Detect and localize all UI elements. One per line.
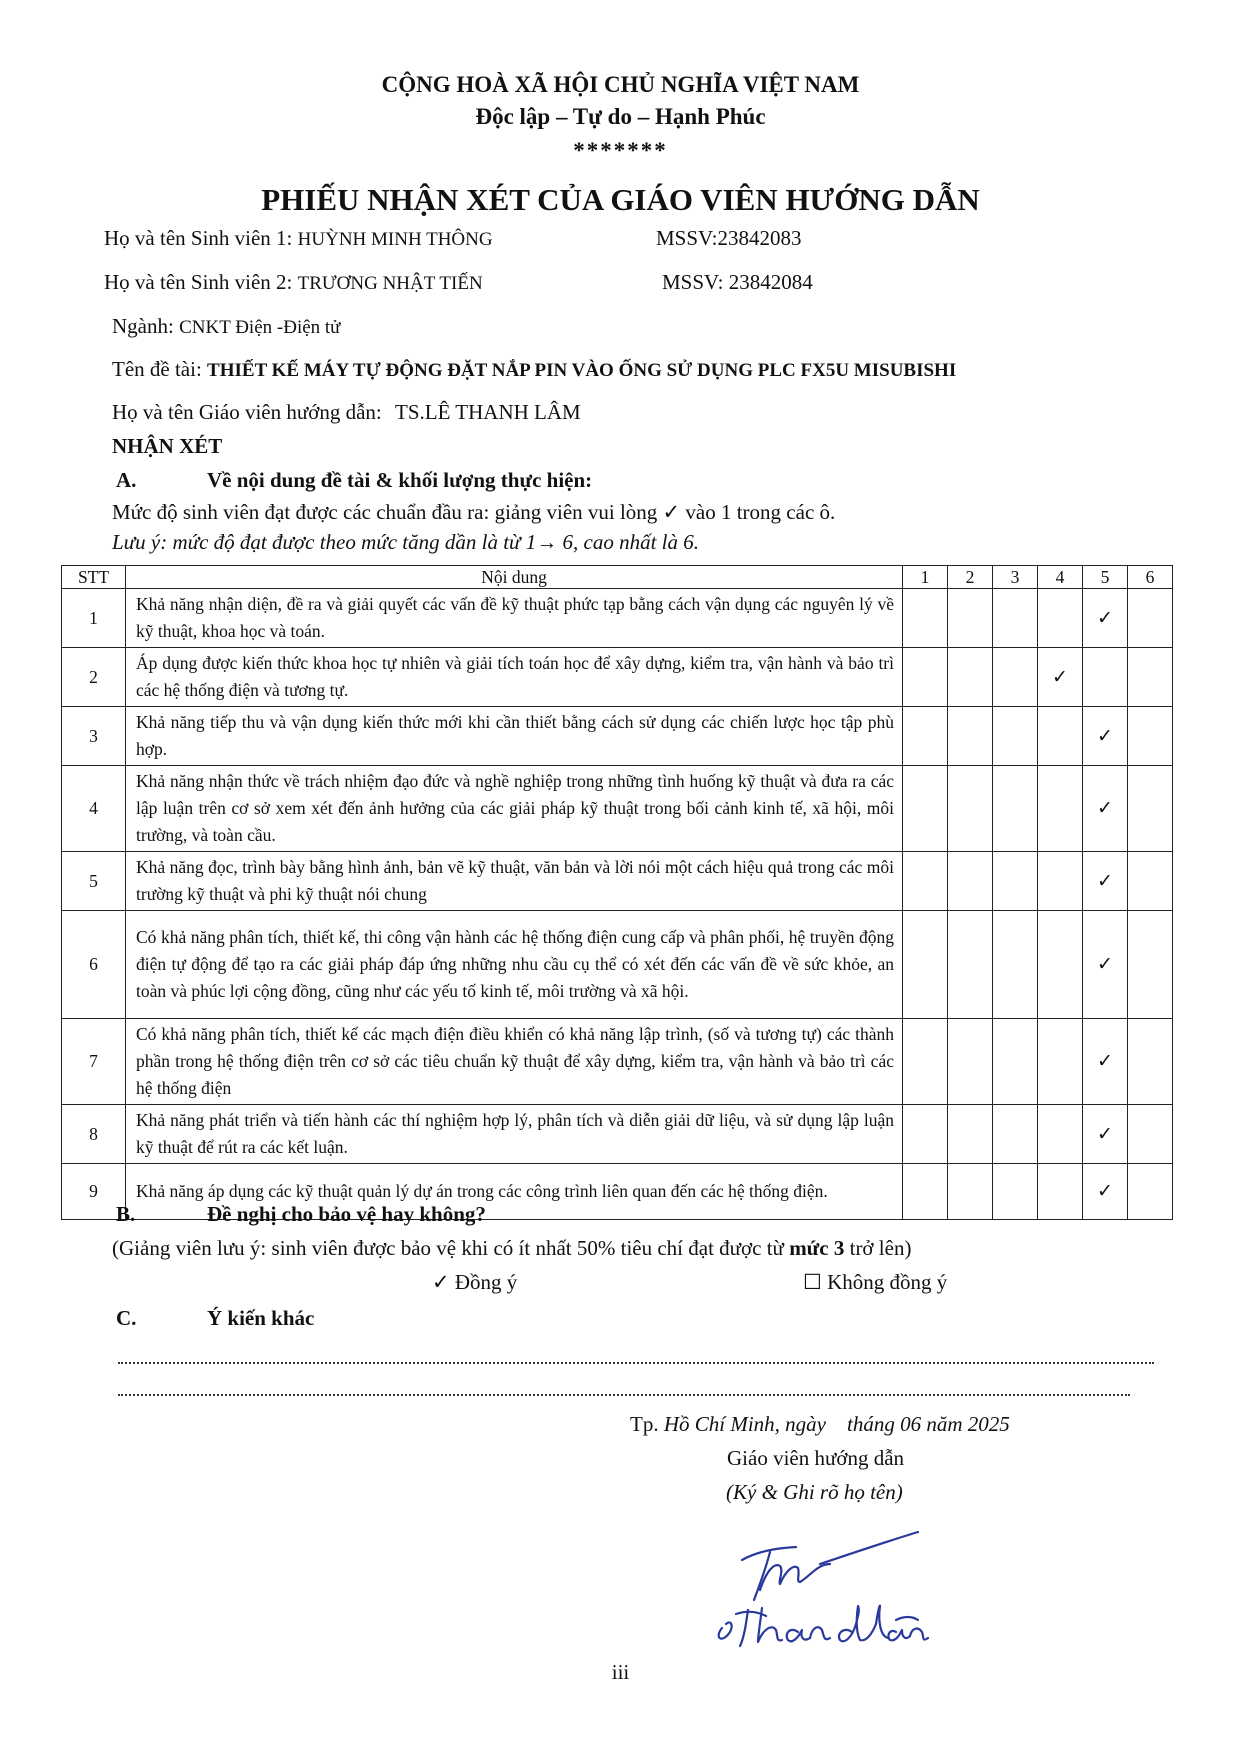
- topic-line: [112, 357, 956, 382]
- row-stt: 6: [62, 911, 126, 1019]
- level-4-cell[interactable]: [1038, 707, 1083, 766]
- level-5-cell[interactable]: [1083, 1105, 1128, 1164]
- level-4-cell[interactable]: [1038, 1164, 1083, 1220]
- level-3-cell[interactable]: [993, 707, 1038, 766]
- table-row: [62, 911, 1173, 1019]
- row-stt: 5: [62, 852, 126, 911]
- check-icon: ✓: [1052, 666, 1068, 688]
- table-row: [62, 648, 1173, 707]
- section-c-title: Ý kiến khác: [207, 1306, 315, 1330]
- level-2-cell[interactable]: [948, 1019, 993, 1105]
- comment-line-1[interactable]: [118, 1362, 1154, 1364]
- section-b-note-bold: mức 3: [789, 1236, 845, 1260]
- level-5-cell[interactable]: [1083, 648, 1128, 707]
- header-level-6: 6: [1128, 566, 1173, 589]
- row-content: Khả năng đọc, trình bày bằng hình ảnh, bản vẽ kỹ thuật, văn bản và lời nói một cách hiệu quả trong các môi trường kỹ thuật và phi kỹ thuật nói chung: [126, 852, 903, 911]
- level-1-cell[interactable]: [903, 1105, 948, 1164]
- check-icon: ✓: [432, 1270, 450, 1294]
- student-1-mssv: MSSV:23842083: [656, 226, 802, 250]
- row-stt: 2: [62, 648, 126, 707]
- level-5-cell[interactable]: [1083, 911, 1128, 1019]
- row-content: Khả năng nhận diện, đề ra và giải quyết các vấn đề kỹ thuật phức tạp bằng cách vận dụng các nguyên lý về kỹ thuật, khoa học và toán.: [126, 589, 903, 648]
- level-4-cell[interactable]: [1038, 589, 1083, 648]
- level-2-cell[interactable]: [948, 648, 993, 707]
- level-1-cell[interactable]: [903, 911, 948, 1019]
- section-b-note: [112, 1236, 911, 1261]
- disagree-label: Không đồng ý: [827, 1270, 948, 1294]
- level-6-cell[interactable]: [1128, 648, 1173, 707]
- level-6-cell[interactable]: [1128, 1164, 1173, 1220]
- date-text: Hồ Chí Minh, ngày tháng 06 năm 2025: [663, 1412, 1010, 1436]
- row-stt: 8: [62, 1105, 126, 1164]
- student-1-name: HUỲNH MINH THÔNG: [297, 229, 493, 250]
- header-level-1: 1: [903, 566, 948, 589]
- level-4-cell[interactable]: [1038, 648, 1083, 707]
- student-1-label: Họ và tên Sinh viên 1:: [104, 226, 293, 250]
- level-2-cell[interactable]: [948, 852, 993, 911]
- section-b-title: Đề nghị cho bảo vệ hay không?: [207, 1202, 486, 1226]
- level-6-cell[interactable]: [1128, 707, 1173, 766]
- section-a-title: Về nội dung đề tài & khối lượng thực hiện:: [207, 468, 593, 492]
- major-value: CNKT Điện -Điện tử: [179, 317, 341, 338]
- table-row: [62, 707, 1173, 766]
- date-prefix: Tp.: [630, 1412, 659, 1436]
- national-title: CỘNG HOÀ XÃ HỘI CHỦ NGHĨA VIỆT NAM: [381, 72, 860, 97]
- level-5-cell[interactable]: [1083, 1019, 1128, 1105]
- table-row: [62, 1019, 1173, 1105]
- level-4-cell[interactable]: [1038, 852, 1083, 911]
- level-3-cell[interactable]: [993, 766, 1038, 852]
- section-a-note: Lưu ý: mức độ đạt được theo mức tăng dần là từ 1→ 6, cao nhất là 6.: [112, 530, 699, 554]
- level-1-cell[interactable]: [903, 648, 948, 707]
- header-stt: STT: [62, 566, 126, 589]
- level-5-cell[interactable]: [1083, 589, 1128, 648]
- header-level-5: 5: [1083, 566, 1128, 589]
- major-label: Ngành:: [112, 314, 174, 338]
- check-icon: ✓: [1097, 1051, 1113, 1072]
- row-content: Khả năng tiếp thu và vận dụng kiến thức mới khi cần thiết bằng cách sử dụng các chiến lược học tập phù hợp.: [126, 707, 903, 766]
- level-5-cell[interactable]: [1083, 1164, 1128, 1220]
- checkbox-icon: ☐: [803, 1270, 822, 1294]
- check-icon: ✓: [1097, 1181, 1113, 1202]
- topic-label: Tên đề tài:: [112, 357, 202, 381]
- check-icon: ✓: [1097, 954, 1113, 975]
- level-2-cell[interactable]: [948, 1164, 993, 1220]
- student-2-label: Họ và tên Sinh viên 2:: [104, 270, 293, 294]
- topic-value: THIẾT KẾ MÁY TỰ ĐỘNG ĐẶT NẮP PIN VÀO ỐNG SỬ DỤNG PLC FX5U MISUBISHI: [207, 360, 957, 381]
- level-2-cell[interactable]: [948, 589, 993, 648]
- section-a-instruction: Mức độ sinh viên đạt được các chuẩn đầu ra: giảng viên vui lòng ✓ vào 1 trong các ô.: [112, 500, 836, 524]
- check-icon: ✓: [1097, 607, 1113, 629]
- level-3-cell[interactable]: [993, 1164, 1038, 1220]
- level-1-cell[interactable]: [903, 1164, 948, 1220]
- level-2-cell[interactable]: [948, 911, 993, 1019]
- level-3-cell[interactable]: [993, 911, 1038, 1019]
- advisor-value: TS.LÊ THANH LÂM: [395, 400, 581, 424]
- level-3-cell[interactable]: [993, 648, 1038, 707]
- header-level-3: 3: [993, 566, 1038, 589]
- check-icon: ✓: [1097, 725, 1113, 747]
- agree-option[interactable]: [432, 1270, 517, 1295]
- table-row: [62, 589, 1173, 648]
- level-6-cell[interactable]: [1128, 1019, 1173, 1105]
- level-4-cell[interactable]: [1038, 1019, 1083, 1105]
- remarks-heading: NHẬN XÉT: [112, 434, 223, 458]
- level-2-cell[interactable]: [948, 766, 993, 852]
- student-1-line: [104, 226, 493, 251]
- header-level-4: 4: [1038, 566, 1083, 589]
- level-4-cell[interactable]: [1038, 1105, 1083, 1164]
- row-content: Khả năng áp dụng các kỹ thuật quản lý dự án trong các công trình liên quan đến các hệ thống điện.: [126, 1164, 903, 1220]
- advisor-line: [112, 400, 581, 425]
- row-content: Có khả năng phân tích, thiết kế, thi công vận hành các hệ thống điện cung cấp và phân phối, hệ truyền động điện tự động để tạo ra các giải pháp đáp ứng những nhu cầu cụ thể có xét đến các vấn đề về sức khỏe, an toàn và phúc lợi cộng đồng, cũng như các yếu tố kinh tế, môi trường và xã hội.: [126, 911, 903, 1019]
- row-stt: 7: [62, 1019, 126, 1105]
- section-b-note-end: trở lên): [849, 1236, 912, 1260]
- agree-label: Đồng ý: [454, 1270, 518, 1294]
- signature: [700, 1520, 940, 1650]
- level-3-cell[interactable]: [993, 1019, 1038, 1105]
- level-3-cell[interactable]: [993, 1105, 1038, 1164]
- table-header-row: [62, 566, 1173, 589]
- section-c-letter: C.: [116, 1306, 137, 1330]
- section-b-letter: B.: [116, 1202, 136, 1226]
- row-stt: 4: [62, 766, 126, 852]
- table-row: [62, 766, 1173, 852]
- document-title: PHIẾU NHẬN XÉT CỦA GIÁO VIÊN HƯỚNG DẪN: [261, 182, 980, 217]
- row-content: Khả năng phát triển và tiến hành các thí nghiệm hợp lý, phân tích và diễn giải dữ liệu, và sử dụng lập luận kỹ thuật để rút ra các kết luận.: [126, 1105, 903, 1164]
- table-body: [62, 589, 1173, 1220]
- level-6-cell[interactable]: [1128, 852, 1173, 911]
- section-b-note-text: (Giảng viên lưu ý: sinh viên được bảo vệ khi có ít nhất 50% tiêu chí đạt được từ: [112, 1236, 784, 1260]
- major-line: [112, 314, 340, 339]
- level-5-cell[interactable]: [1083, 707, 1128, 766]
- level-2-cell[interactable]: [948, 707, 993, 766]
- header-content: Nội dung: [126, 566, 903, 589]
- student-2-name: TRƯƠNG NHẬT TIẾN: [297, 273, 483, 294]
- level-1-cell[interactable]: [903, 589, 948, 648]
- evaluation-table: [61, 565, 1173, 1220]
- level-1-cell[interactable]: [903, 852, 948, 911]
- comment-line-2[interactable]: [118, 1394, 1130, 1396]
- disagree-option[interactable]: [803, 1270, 947, 1295]
- level-4-cell[interactable]: [1038, 911, 1083, 1019]
- sign-note: (Ký & Ghi rõ họ tên): [726, 1480, 903, 1504]
- advisor-role: Giáo viên hướng dẫn: [727, 1446, 905, 1470]
- row-stt: 9: [62, 1164, 126, 1220]
- level-1-cell[interactable]: [903, 766, 948, 852]
- table-row: [62, 852, 1173, 911]
- level-4-cell[interactable]: [1038, 766, 1083, 852]
- level-1-cell[interactable]: [903, 707, 948, 766]
- table-row: [62, 1105, 1173, 1164]
- check-icon: ✓: [1097, 1123, 1113, 1145]
- level-1-cell[interactable]: [903, 1019, 948, 1105]
- page-number: iii: [611, 1660, 630, 1684]
- level-6-cell[interactable]: [1128, 766, 1173, 852]
- motto: Độc lập – Tự do – Hạnh Phúc: [475, 104, 766, 129]
- level-6-cell[interactable]: [1128, 911, 1173, 1019]
- level-5-cell[interactable]: [1083, 852, 1128, 911]
- row-stt: 3: [62, 707, 126, 766]
- row-content: Có khả năng phân tích, thiết kế các mạch điện điều khiển có khả năng lập trình, (số và tương tự) các thành phần trong hệ thống điện trên cơ sở các tiêu chuẩn kỹ thuật để xây dựng, kiểm tra, vận hành và bảo trì các hệ thống điện: [126, 1019, 903, 1105]
- header-level-2: 2: [948, 566, 993, 589]
- level-3-cell[interactable]: [993, 589, 1038, 648]
- level-3-cell[interactable]: [993, 852, 1038, 911]
- row-content: Khả năng nhận thức về trách nhiệm đạo đức và nghề nghiệp trong những tình huống kỹ thuật và đưa ra các lập luận trên cơ sở xem xét đến ảnh hưởng của các giải pháp kỹ thuật trong bối cảnh kinh tế, xã hội, môi trường, và toàn cầu.: [126, 766, 903, 852]
- level-5-cell[interactable]: [1083, 766, 1128, 852]
- check-icon: ✓: [1097, 870, 1113, 892]
- section-a-letter: A.: [116, 468, 137, 492]
- level-2-cell[interactable]: [948, 1105, 993, 1164]
- level-6-cell[interactable]: [1128, 589, 1173, 648]
- level-6-cell[interactable]: [1128, 1105, 1173, 1164]
- check-icon: ✓: [1097, 798, 1113, 819]
- row-stt: 1: [62, 589, 126, 648]
- student-2-mssv: MSSV: 23842084: [662, 270, 813, 294]
- advisor-label: Họ và tên Giáo viên hướng dẫn:: [112, 400, 382, 424]
- date-line: [630, 1412, 1010, 1437]
- row-content: Áp dụng được kiến thức khoa học tự nhiên và giải tích toán học để xây dựng, kiểm tra, vận hành và bảo trì các hệ thống điện và tương tự.: [126, 648, 903, 707]
- student-2-line: [104, 270, 483, 295]
- separator-stars: *******: [573, 138, 668, 163]
